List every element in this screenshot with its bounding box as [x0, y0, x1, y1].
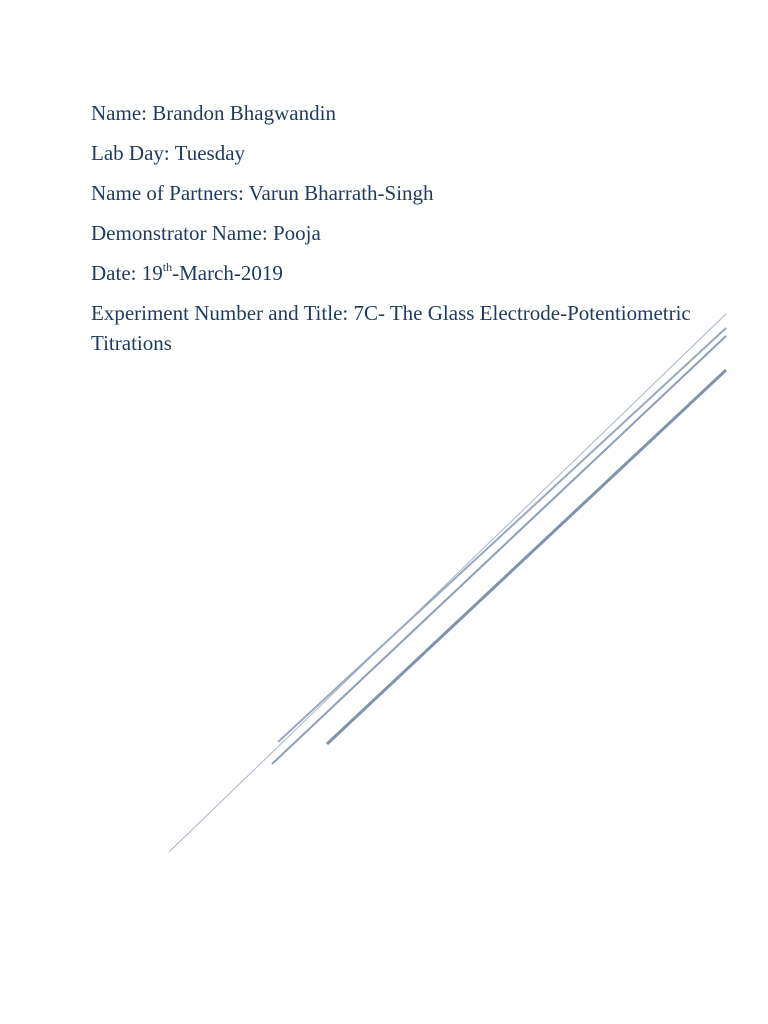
cover-info-block [91, 98, 711, 368]
partners-value: Varun Bharrath-Singh [248, 181, 434, 205]
date-line [91, 258, 711, 288]
diagonal-line-thin-long [169, 314, 726, 852]
demonstrator-label: Demonstrator Name: [91, 221, 268, 245]
partners-line [91, 178, 711, 208]
demonstrator-value: Pooja [272, 221, 321, 245]
experiment-label: Experiment Number and Title: [91, 301, 349, 325]
partners-label: Name of Partners: [91, 181, 244, 205]
experiment-value: 7C- The Glass Electrode-Potentiometric Titrations [91, 301, 691, 355]
date-rest: -March-2019 [172, 261, 283, 285]
lab-day-value: Tuesday [174, 141, 246, 165]
demonstrator-line [91, 218, 711, 248]
lab-day-label: Lab Day: [91, 141, 170, 165]
name-label: Name: [91, 101, 147, 125]
diagonal-line-thick [327, 370, 726, 744]
name-value: Brandon Bhagwandin [152, 101, 336, 125]
name-line [91, 98, 711, 128]
date-day: 19 [141, 261, 163, 285]
experiment-line [91, 298, 711, 358]
diagonal-line-medium-2 [272, 336, 726, 764]
lab-day-line [91, 138, 711, 168]
date-label: Date: [91, 261, 137, 285]
date-ordinal-suffix: th [162, 260, 173, 274]
diagonal-line-medium [278, 328, 726, 742]
